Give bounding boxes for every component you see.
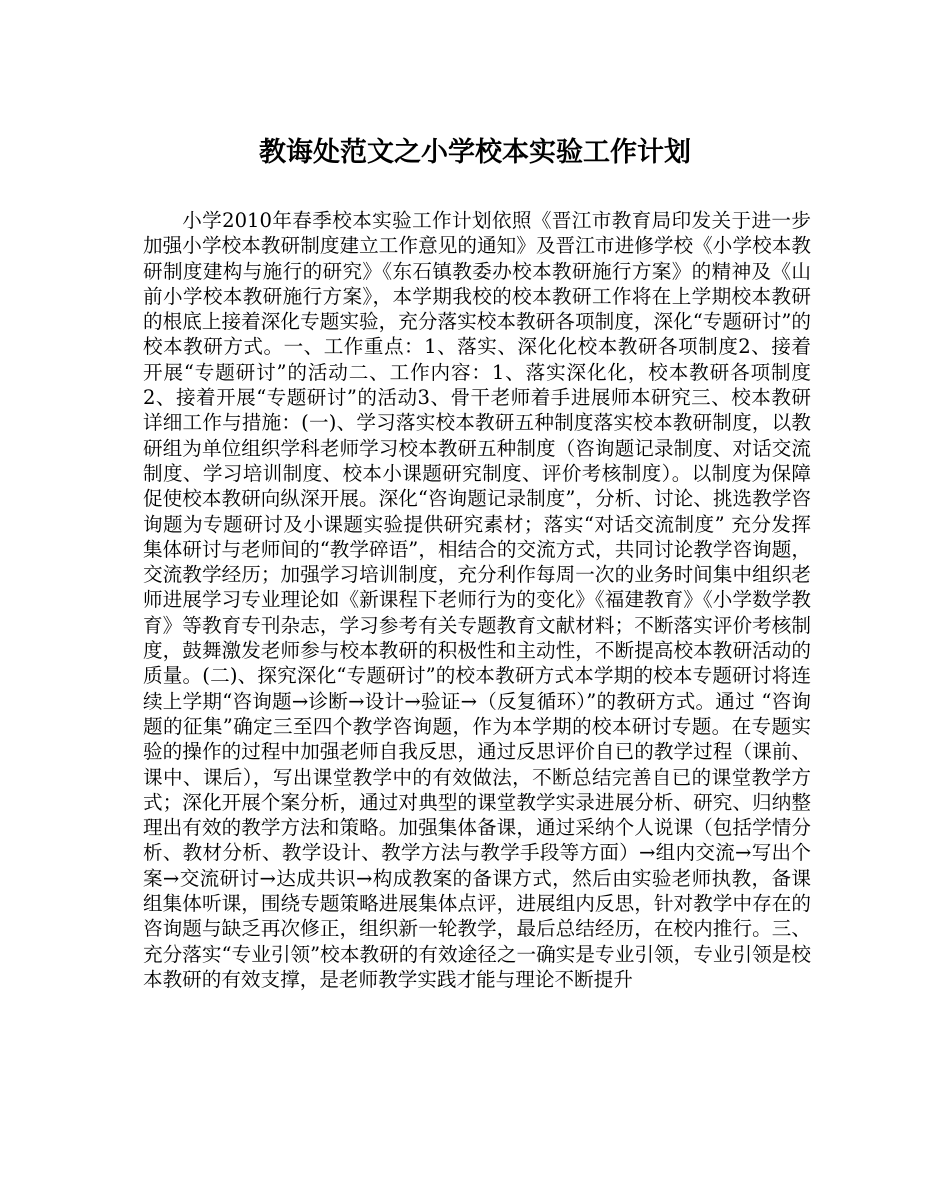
document-body-paragraph: 小学2010年春季校本实验工作计划依照《晋江市教育局印发关于进一步加强小学校本教研制度建立工作意见的通知》及晋江市进修学校《小学校本教研制度建构与施行的研究》《东石镇教委办校本教研施行方案》的精神及《山前小学校本教研施行方案》，本学期我校的校本教研工作将在上学期校本教研的根底上接着深化专题实验，充分落实校本教研各项制度，深化“专题研讨”的校本教研方式。一、工作重点：1、落实、深化化校本教研各项制度2、接着开展“专题研讨”的活动二、工作内容：1、落实深化化，校本教研各项制度2、接着开展“专题研讨”的活动3、骨干老师着手进展师本研究三、校本教研详细工作与措施：(一)、学习落实校本教研五种制度落实校本教研制度，以教研组为单位组织学科老师学习校本教研五种制度（咨询题记录制度、对话交流制度、学习培训制度、校本小课题研究制度、评价考核制度）。以制度为保障促使校本教研向纵深开展。深化“咨询题记录制度”，分析、讨论、挑选教学咨询题为专题研讨及小课题实验提供研究素材；落实“对话交流制度” 充分发挥集体研讨与老师间的“教学碎语”，相结合的交流方式，共同讨论教学咨询题，交流教学经历；加强学习培训制度，充分利作每周一次的业务时间集中组织老师进展学习专业理论如《新课程下老师行为的变化》《福建教育》《小学数学教育》等教育专刊杂志，学习参考有关专题教育文献材料；不断落实评价考核制度，鼓舞激发老师参与校本教研的积极性和主动性，不断提高校本教研活动的质量。(二)、探究深化“专题研讨”的校本教研方式本学期的校本专题研讨将连续上学期“咨询题→诊断→设计→验证→（反复循环）”的教研方式。通过 “咨询题的征集”确定三至四个教学咨询题，作为本学期的校本研讨专题。在专题实验的操作的过程中加强老师自我反思，通过反思评价自已的教学过程（课前、课中、课后），写出课堂教学中的有效做法，不断总结完善自已的课堂教学方式；深化开展个案分析，通过对典型的课堂教学实录进展分析、研究、归纳整理出有效的教学方法和策略。加强集体备课，通过采纳个人说课（包括学情分析、教材分析、教学设计、教学方法与教学手段等方面）→组内交流→写出个案→交流研讨→达成共识→构成教案的备课方式，然后由实验老师执教，备课组集体听课，围绕专题策略进展集体点评，进展组内反思，针对教学中存在的咨询题与缺乏再次修正，组织新一轮教学，最后总结经历，在校内推行。三、充分落实“专业引领”校本教研的有效途径之一确实是专业引领，专业引领是校本教研的有效支撑，是老师教学实践才能与理论不断提升 [143,209,811,991]
document-title: 教诲处范文之小学校本实验工作计划 [259,137,691,168]
